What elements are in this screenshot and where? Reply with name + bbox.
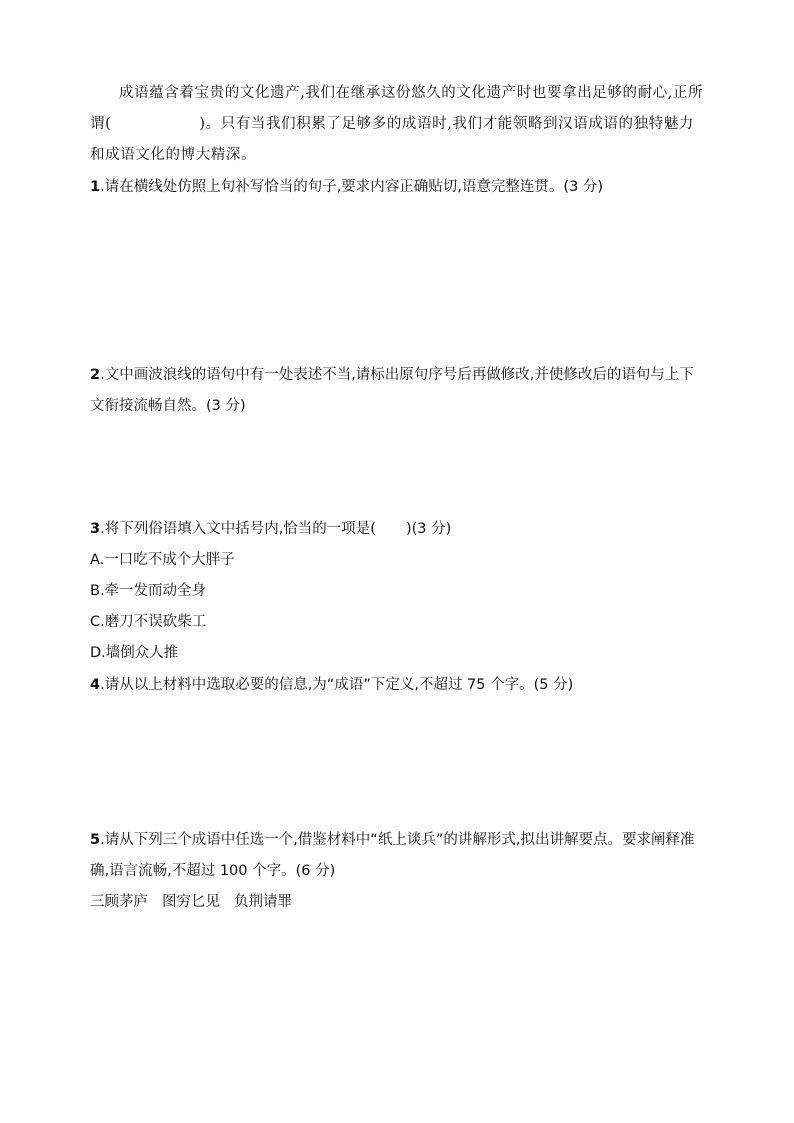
idiom-item: 三顾茅庐 [90, 894, 148, 910]
question-text: .将下列俗语填入文中括号内,恰当的一项是( [100, 521, 376, 537]
option-b: B.牵一发而动全身 [90, 583, 207, 599]
question-text-suffix: )(3 分) [405, 521, 452, 537]
question-number: 1 [90, 179, 101, 195]
question-text: .文中画波浪线的语句中有一处表述不当,请标出原句序号后再做修改,并使修改后的语句与上下文衔接流畅自然。(3 分) [90, 367, 694, 414]
idiom-list [90, 887, 306, 918]
question-text: .请在横线处仿照上句补写恰当的句子,要求内容正确贴切,语意完整连贯。(3 分) [100, 179, 604, 195]
question-number: 2 [90, 367, 101, 383]
question-number: 5 [90, 832, 101, 848]
reading-passage [90, 78, 704, 171]
question-5 [90, 825, 706, 887]
idiom-item: 负荆请罪 [234, 894, 292, 910]
option-c: C.磨刀不误砍柴工 [90, 614, 207, 630]
question-number: 3 [90, 521, 101, 537]
question-text: .请从下列三个成语中任选一个,借鉴材料中“纸上谈兵”的讲解形式,拟出讲解要点。要求阐释准确,语言流畅,不超过 100 个字。(6 分) [90, 832, 695, 879]
idiom-item: 图穷匕见 [162, 894, 220, 910]
question-1 [90, 172, 706, 203]
passage-text-part1: 成语蕴含着宝贵的文化遗产,我们在继承这份悠久的文化遗产时也要拿出足够的耐心,正所谓( [90, 85, 704, 132]
question-number: 4 [90, 677, 101, 693]
option-a: A.一口吃不成个大胖子 [90, 552, 235, 568]
question-text: .请从以上材料中选取必要的信息,为“成语”下定义,不超过 75 个字。(5 分) [100, 677, 574, 693]
passage-text-part2: )。只有当我们积累了足够多的成语时,我们才能领略到汉语成语的独特魅力和成语文化的博大精深。 [90, 116, 695, 163]
option-d: D.墙倒众人推 [90, 645, 179, 661]
question-4 [90, 670, 706, 701]
question-2 [90, 360, 706, 422]
question-3 [90, 514, 706, 545]
